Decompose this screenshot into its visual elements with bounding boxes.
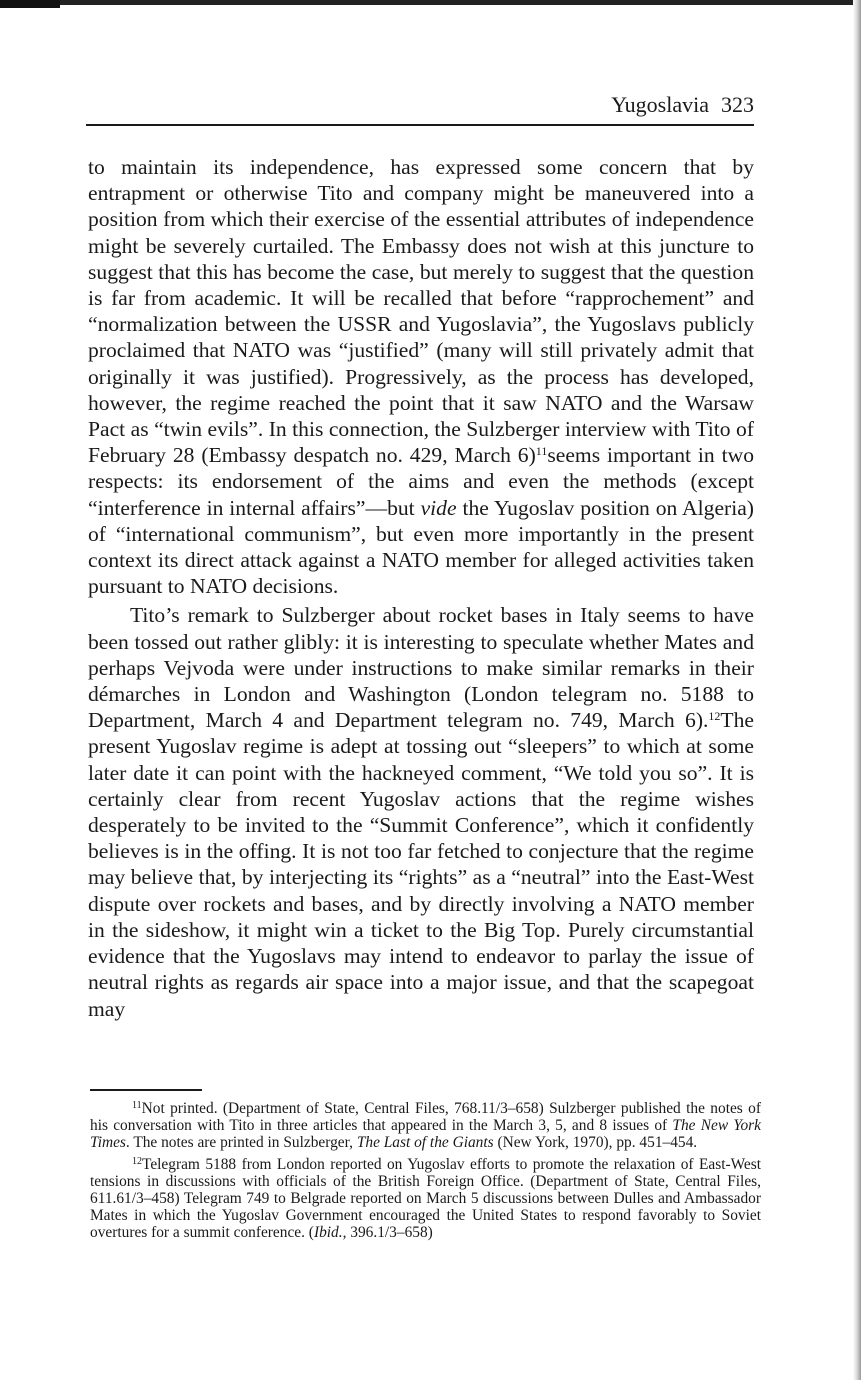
- footnote-ref-11: 11: [535, 444, 548, 459]
- footnote-rule: [90, 1089, 202, 1091]
- paragraph-1-text-c: the Yugoslav position on Algeria) of “international communism”, but even more importantly in the present context its direct attack against a NATO member for alleged activities taken pursuant to NATO decisions.: [88, 495, 754, 599]
- paragraph-1: [88, 154, 754, 599]
- footnote-12: [90, 1156, 761, 1242]
- footnotes: [90, 1100, 761, 1246]
- page-number: 323: [721, 92, 754, 117]
- footnote-11-text-b: . The notes are printed in Sulzberger,: [125, 1134, 357, 1152]
- body-text: [88, 154, 754, 1022]
- vide-italic: vide: [420, 495, 457, 520]
- paragraph-1-text-b: seems important in two respects: its endorsement of the aims and even the methods (except “interference in internal affairs”—but: [88, 443, 755, 520]
- scan-edge-right: [853, 0, 861, 1380]
- scan-edge-corner: [0, 0, 60, 8]
- paragraph-2-text-b: The present Yugoslav regime is adept at tossing out “sleepers” to which at some later date it can point with the hackneyed comment, “We told you so”. It is certainly clear from recent Yugoslav actions that the regime wishes desperately to be invited to the “Summit Conference”, which it confidently believes is in the offing. It is not too far fetched to conjecture that the regime may believe that, by interjecting its “rights” as a “neutral” into the East-West dispute over rockets and bases, and by directly involving a NATO member in the sideshow, it might win a ticket to the Big Top. Purely circumstantial evidence that the Yugoslavs may intend to endeavor to parlay the issue of neutral rights as regards air space into a major issue, and that the scapegoat may: [88, 708, 754, 1021]
- footnote-11-text-a: Not printed. (Department of State, Central Files, 768.11/3–658) Sulzberger published the notes of his conversation with Tito in three articles that appeared in the March 3, 5, and 8 issues of: [90, 1100, 761, 1135]
- running-head-title: Yugoslavia: [611, 92, 709, 117]
- footnote-12-text-b: , 396.1/3–658): [342, 1224, 433, 1242]
- header-rule: [86, 124, 754, 126]
- footnote-11-nyt: The New York Times: [90, 1117, 761, 1152]
- paragraph-2: [88, 602, 754, 1021]
- scan-edge-top: [0, 0, 861, 5]
- footnote-11-text-c: (New York, 1970), pp. 451–454.: [493, 1134, 698, 1152]
- running-head: [86, 90, 754, 120]
- paragraph-1-text-a: to maintain its independence, has expressed some concern that by entrapment or otherwise Tito and company might be maneuvered into a position from which their exercise of the essential attributes of independence might be severely curtailed. The Embassy does not wish at this juncture to suggest that this has become the case, but merely to suggest that the question is far from academic. It will be recalled that before “rapprochement” and “normalization between the USSR and Yugoslavia”, the Yugoslavs publicly proclaimed that NATO was “justified” (many will still privately admit that originally it was justified). Progressively, as the process has developed, however, the regime reached the point that it saw NATO and the Warsaw Pact as “twin evils”. In this connection, the Sulzberger interview with Tito of February 28 (Embassy despatch no. 429, March 6): [88, 155, 754, 468]
- footnote-11-number: 11: [132, 1100, 142, 1111]
- paragraph-2-text-a: Tito’s remark to Sulzberger about rocket bases in Italy seems to have been tossed out rather glibly: it is interesting to speculate whether Mates and perhaps Vejvoda were under instructions to make similar remarks in their démarches in London and Washington (London telegram no. 5188 to Department, March 4 and Department telegram no. 749, March 6).: [88, 603, 754, 733]
- footnote-12-text-a: Telegram 5188 from London reported on Yugoslav efforts to promote the relaxation of East-West tensions in discussions with officials of the British Foreign Office. (Department of State, Central Files, 611.61/3–458) Telegram 749 to Belgrade reported on March 5 discussions between Dulles and Ambassador Mates in which the Yugoslav Government encouraged the United States to respond favorably to Soviet overtures for a summit conference. (: [90, 1155, 761, 1242]
- footnote-11-book-title: The Last of the Giants: [356, 1134, 494, 1152]
- footnote-12-ibid: Ibid.: [313, 1224, 343, 1242]
- footnote-11: [90, 1100, 761, 1152]
- footnote-ref-12: 12: [708, 709, 721, 724]
- footnote-12-number: 12: [132, 1155, 142, 1167]
